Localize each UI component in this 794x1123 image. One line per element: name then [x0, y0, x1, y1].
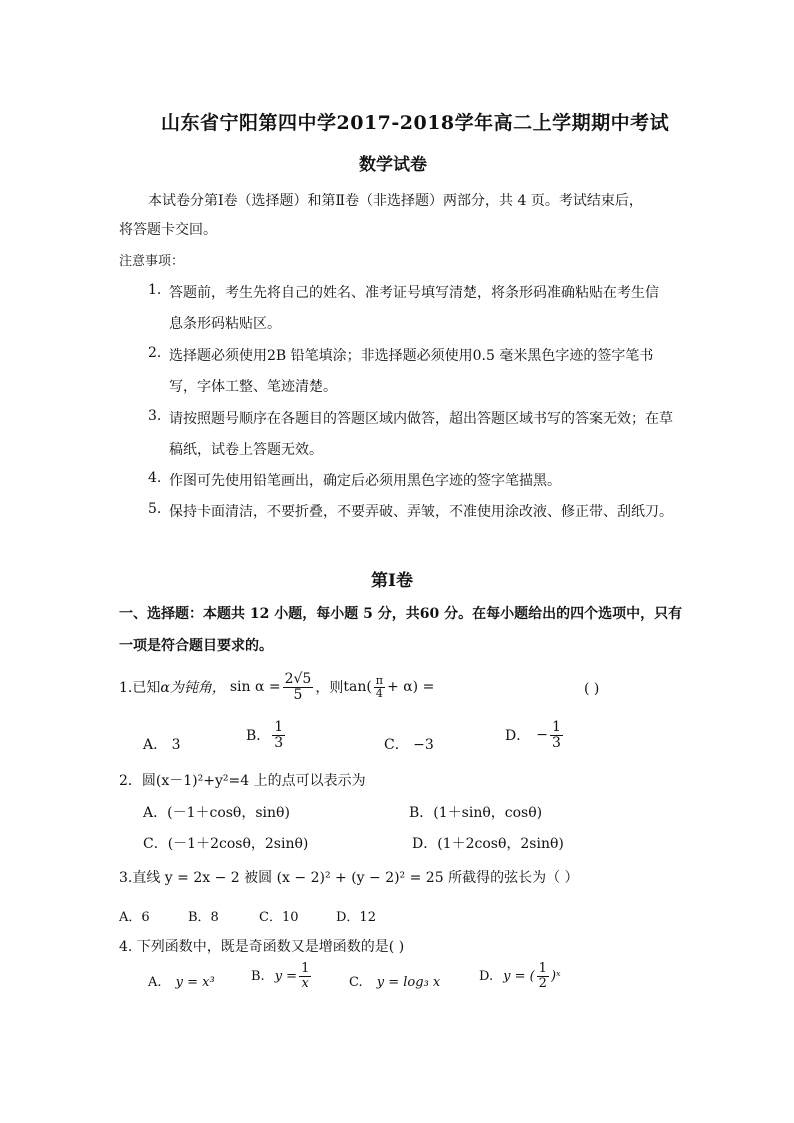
- q3-option-a: A．6: [119, 910, 150, 925]
- note-1-line-1: 答题前，考生先将自己的姓名、准考证号填写清楚，将条形码准确粘贴在考生信: [169, 285, 659, 301]
- section-1-instruction-line-2: 一项是符合题目要求的。: [119, 638, 273, 654]
- q4-option-d-label: D.: [479, 968, 494, 984]
- q1-then: ，则: [315, 680, 344, 697]
- q2-option-a: A．(－1＋cosθ，sinθ): [143, 805, 290, 821]
- q1-option-a: [143, 734, 181, 754]
- q3-option-b: B．8: [188, 910, 219, 925]
- q1-four: 4: [375, 686, 383, 700]
- note-3-line-2: 稿纸，试卷上答题无效。: [169, 442, 323, 458]
- q1-option-d-denominator: 3: [551, 734, 561, 751]
- q1-sin-denominator: 5: [293, 686, 303, 703]
- section-1-title: 第Ⅰ卷: [371, 571, 413, 591]
- q1-sin-numerator: 2√5: [284, 671, 312, 687]
- q1-option-a-value: 3: [171, 737, 181, 753]
- q1-option-b-denominator: 3: [274, 734, 284, 751]
- q4-option-d: [479, 962, 561, 990]
- q1-sin-fraction: [283, 672, 314, 702]
- q1-tail: + α) =: [387, 679, 435, 696]
- exam-subtitle: 数学试卷: [359, 155, 427, 175]
- question-3-stem: 3.直线 y = 2x − 2 被圆 (x − 2)² + (y − 2)² = 25 所截得的弦长为（ ）: [119, 870, 579, 886]
- q1-option-b-fraction: [272, 720, 285, 750]
- q1-tan-label: tan(: [343, 679, 372, 696]
- note-2-line-1: 选择题必须使用2B 铅笔填涂；非选择题必须使用0.5 毫米黑色字迹的签字笔书: [169, 348, 654, 364]
- q1-pi-over-four: [374, 675, 385, 699]
- intro-line-1: 本试卷分第Ⅰ卷（选择题）和第Ⅱ卷（非选择题）两部分，共 4 页。考试结束后，: [148, 193, 643, 209]
- q2-option-b: B．(1＋sinθ，cosθ): [409, 805, 543, 821]
- q4-option-b-fraction: [299, 962, 311, 990]
- q2-option-d: D．(1＋2cosθ，2sinθ): [412, 836, 564, 852]
- q4-option-a: [148, 975, 215, 990]
- question-4-stem: 4. 下列函数中，既是奇函数又是增函数的是( ): [119, 939, 405, 955]
- q4-option-a-value: y = x³: [175, 975, 215, 990]
- q1-option-d-fraction: [550, 720, 563, 750]
- section-1-instruction-line-1: 一、选择题：本题共 12 小题，每小题 5 分，共60 分。在每小题给出的四个选项中，只有: [119, 606, 683, 622]
- note-2-num: 2.: [148, 345, 162, 361]
- q4-option-d-denominator: 2: [538, 975, 547, 991]
- note-3-num: 3.: [148, 408, 162, 424]
- note-2-line-2: 写，字体工整、笔迹清楚。: [169, 379, 337, 395]
- q4-option-d-numerator: 1: [538, 961, 547, 976]
- q1-option-a-label: A．: [143, 737, 168, 753]
- q4-option-d-fraction: [537, 962, 549, 990]
- q4-option-d-post: )ˣ: [550, 968, 561, 984]
- q1-option-c-label: C．: [384, 737, 409, 753]
- q4-option-c-value: y = log₃ x: [376, 975, 441, 990]
- q1-alpha: α为钝角，: [160, 680, 226, 697]
- note-5-num: 5.: [148, 501, 162, 517]
- q4-option-b-numerator: 1: [301, 961, 310, 976]
- q1-prefix: 1.已知: [119, 680, 161, 697]
- q4-option-d-pre: y = (: [503, 968, 535, 984]
- intro-line-2: 将答题卡交回。: [119, 222, 217, 238]
- question-2-stem: 2．圆(x－1)²+y²=4 上的点可以表示为: [119, 773, 366, 789]
- q3-option-c: C．10: [259, 910, 299, 925]
- question-1-stem: [119, 672, 434, 702]
- note-5-line-1: 保持卡面清洁，不要折叠，不要弄破、弄皱，不准使用涂改液、修正带、刮纸刀。: [169, 504, 673, 520]
- q4-option-b: [251, 962, 313, 990]
- q1-option-b-numerator: 1: [274, 719, 284, 735]
- q4-option-c: [349, 975, 440, 990]
- q4-option-c-label: C.: [349, 975, 363, 990]
- q1-answer-blank: ( ): [584, 681, 600, 697]
- note-4-line-1: 作图可先使用铅笔画出，确定后必须用黑色字迹的签字笔描黑。: [169, 473, 561, 489]
- q4-option-b-pre: y =: [274, 968, 298, 984]
- q1-option-d-label: D．: [505, 728, 531, 745]
- note-1-num: 1.: [148, 282, 162, 298]
- q1-option-b-label: B．: [246, 728, 271, 745]
- q1-pi: π: [375, 674, 384, 688]
- q4-option-a-label: A.: [148, 975, 162, 990]
- q4-option-b-denominator: x: [301, 975, 309, 991]
- q1-option-b: [246, 720, 287, 750]
- q3-option-d: D．12: [336, 910, 376, 925]
- q1-option-c-value: −3: [413, 737, 434, 753]
- q1-option-d-sign: −: [536, 727, 548, 744]
- q1-option-c: [384, 734, 434, 754]
- notes-heading: 注意事项：: [119, 254, 185, 269]
- note-4-num: 4.: [148, 470, 162, 486]
- q1-sin-label: sin α =: [229, 679, 281, 696]
- note-3-line-1: 请按照题号顺序在各题目的答题区域内做答，超出答题区域书写的答案无效；在草: [169, 411, 673, 427]
- q1-option-d-numerator: 1: [551, 719, 561, 735]
- q1-option-d: [505, 720, 565, 750]
- q2-option-c: C．(－1＋2cosθ，2sinθ): [143, 836, 309, 852]
- exam-title: 山东省宁阳第四中学2017-2018学年高二上学期期中考试: [161, 112, 670, 134]
- note-1-line-2: 息条形码粘贴区。: [169, 316, 281, 332]
- q4-option-b-label: B.: [251, 968, 265, 984]
